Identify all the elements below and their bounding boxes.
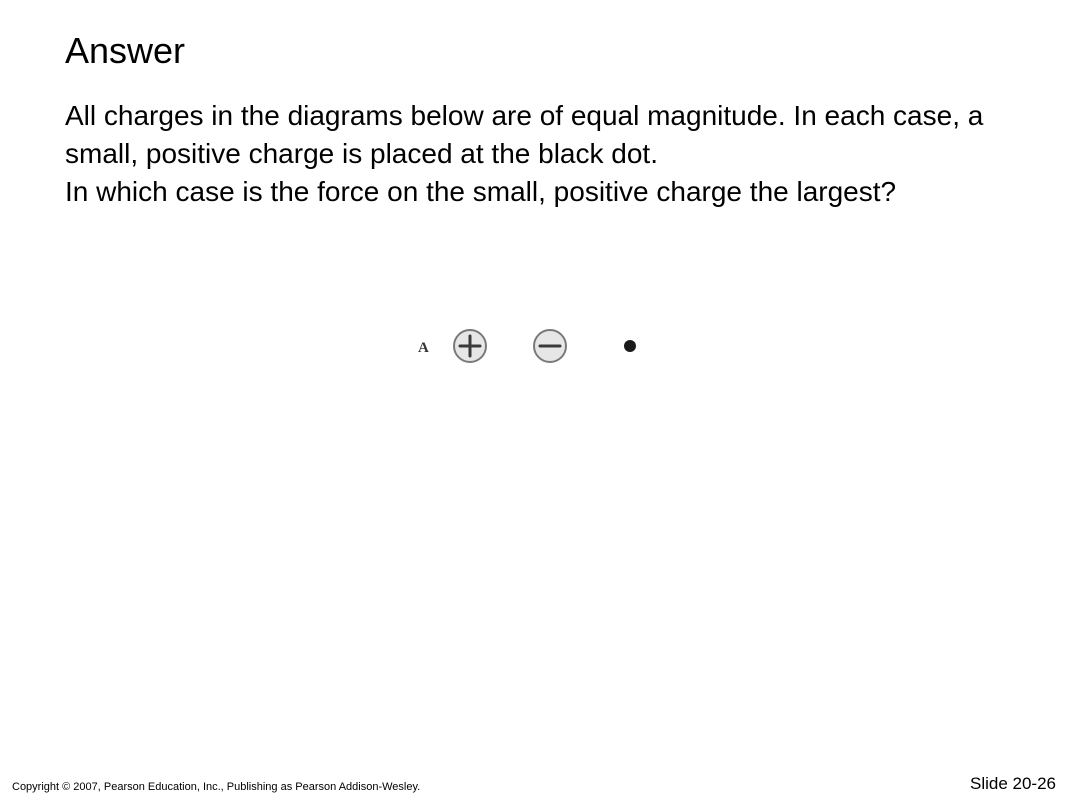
negative-charge-icon <box>534 330 566 362</box>
copyright-notice: Copyright © 2007, Pearson Education, Inc., Publishing as Pearson Addison-Wesley. <box>12 781 421 793</box>
black-dot-icon <box>624 340 636 352</box>
positive-charge-icon <box>454 330 486 362</box>
question-text <box>65 97 1045 211</box>
question-line-2: In which case is the force on the small, positive charge the largest? <box>65 176 897 207</box>
question-line-1: All charges in the diagrams below are of equal magnitude. In each case, a small, positive charge is placed at the black dot. <box>65 100 984 169</box>
slide-title: Answer <box>65 30 186 71</box>
case-label-a: A <box>418 340 429 356</box>
slide-number: Slide 20-26 <box>969 774 1056 793</box>
charge-diagram-a <box>410 320 660 376</box>
